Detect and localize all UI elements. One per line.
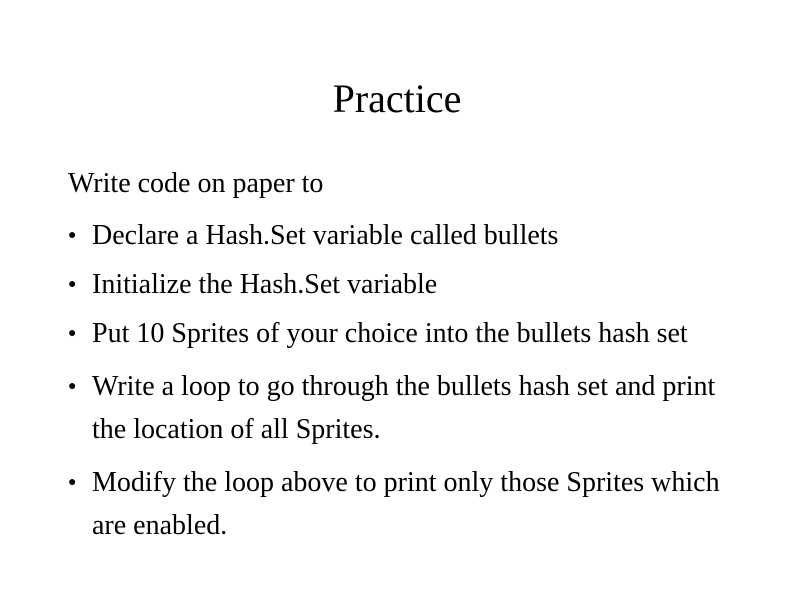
- list-item-text: Put 10 Sprites of your choice into the bullets hash set: [92, 318, 688, 349]
- bullet-icon: ●: [68, 475, 77, 490]
- slide-title: Practice: [332, 76, 462, 121]
- list-item-text: Modify the loop above to print only those Sprites which are enabled.: [92, 467, 720, 541]
- intro-text: Write code on paper to: [68, 168, 324, 199]
- list-item: [68, 461, 748, 547]
- list-item: [68, 214, 748, 257]
- bullet-icon: ●: [68, 379, 77, 394]
- list-item: [68, 365, 748, 451]
- list-item: [68, 263, 748, 306]
- list-item-text: Declare a Hash.Set variable called bullets: [92, 220, 559, 251]
- bullet-icon: ●: [68, 228, 77, 243]
- list-item-text: Write a loop to go through the bullets hash set and print the location of all Sprites.: [92, 371, 716, 445]
- bullet-list: [68, 214, 748, 553]
- bullet-icon: ●: [68, 277, 77, 292]
- list-item-text: Initialize the Hash.Set variable: [92, 269, 438, 300]
- bullet-icon: ●: [68, 326, 77, 341]
- list-item: [68, 312, 748, 355]
